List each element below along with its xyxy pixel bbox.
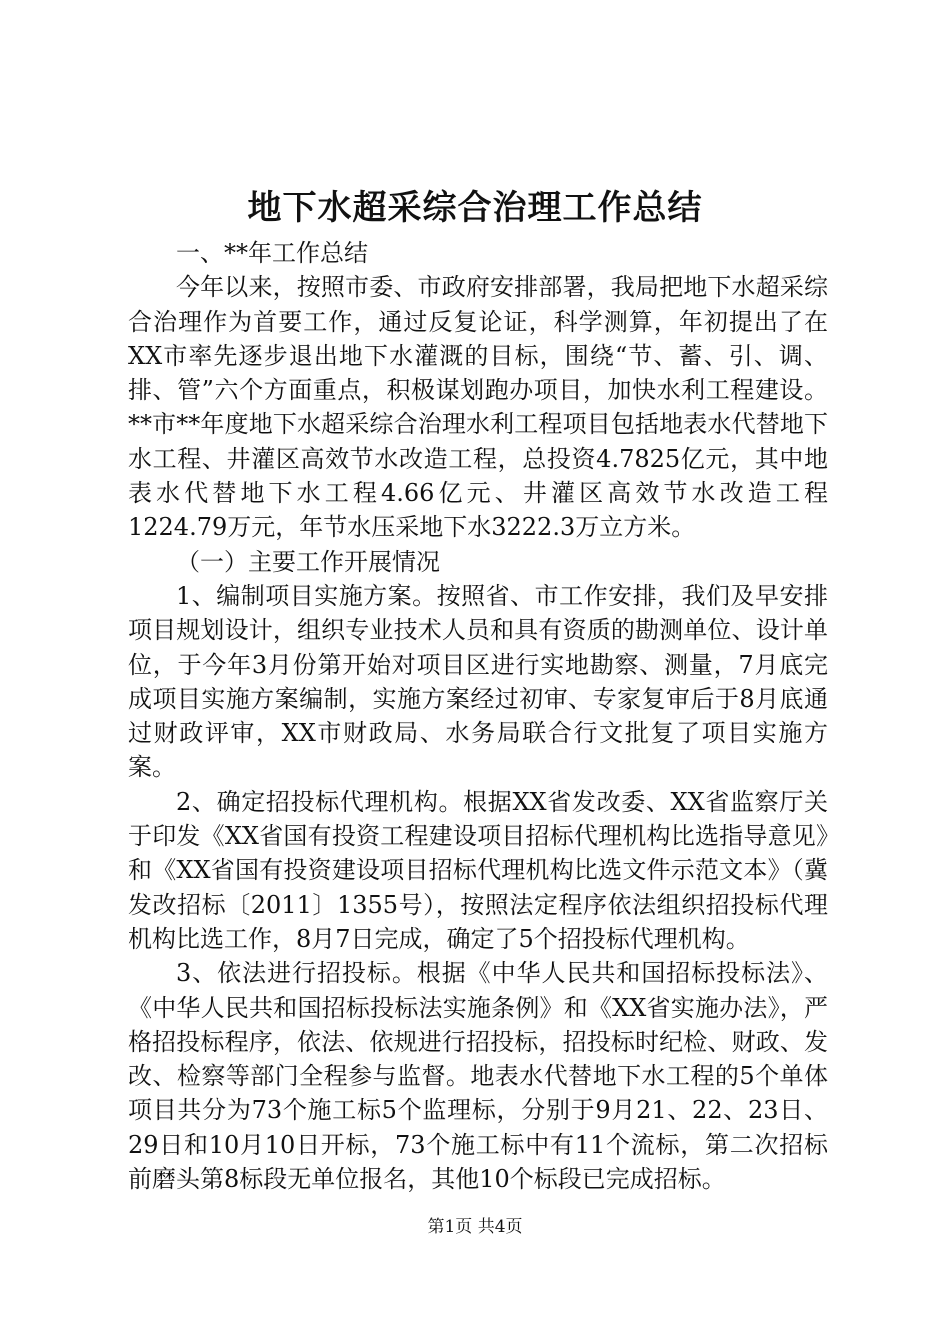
subsection-heading: （一）主要工作开展情况 — [176, 547, 440, 576]
page-footer: 第1页 共4页 — [427, 1217, 523, 1237]
paragraph-item-3: 3、依法进行招投标。根据《中华人民共和国招标投标法》、《中华人民共和国招标投标法实施条例》和《XX省实施办法》，严格招投标程序，依法、依规进行招投标，招投标时纪检、财政、发改、检察等部门全程参与监督。地表水代替地下水工程的5个单体项目共分为73个施工标5个监理标，分别于9月21、22、23日、29日和10月10日开标，73个施工标中有11个流标，第二次招标前磨头第8标段无单位报名，其他10个标段已完成招标。 — [128, 959, 828, 1194]
section-heading: 一、**年工作总结 — [176, 239, 368, 267]
document-title: 地下水超采综合治理工作总结 — [247, 188, 703, 228]
paragraph-item-1: 1、编制项目实施方案。按照省、市工作安排，我们及早安排项目规划设计，组织专业技术人员和具有资质的勘测单位、设计单位，于今年3月份第开始对项目区进行实地勘察、测量，7月底完成项目实施方案编制，实施方案经过初审、专家复审后于8月底通过财政评审，XX市财政局、水务局联合行文批复了项目实施方案。 — [128, 581, 828, 782]
intro-paragraph: 今年以来，按照市委、市政府安排部署，我局把地下水超采综合治理作为首要工作，通过反复论证，科学测算，年初提出了在XX市率先逐步退出地下水灌溉的目标，围绕“节、蓄、引、调、排、管”六个方面重点，积极谋划跑办项目，加快水利工程建设。**市**年度地下水超采综合治理水利工程项目包括地表水代替地下水工程、井灌区高效节水改造工程，总投资4.7825亿元，其中地表水代替地下水工程4.66亿元、井灌区高效节水改造工程1224.79万元，年节水压采地下水3222.3万立方米。 — [128, 273, 828, 542]
document-body — [128, 236, 828, 1196]
paragraph-item-2: 2、确定招投标代理机构。根据XX省发改委、XX省监察厅关于印发《XX省国有投资工程建设项目招标代理机构比选指导意见》和《XX省国有投资建设项目招标代理机构比选文件示范文本》（冀发改招标〔2011〕1355号），按照法定程序依法组织招投标代理机构比选工作，8月7日完成，确定了5个招投标代理机构。 — [128, 787, 828, 953]
